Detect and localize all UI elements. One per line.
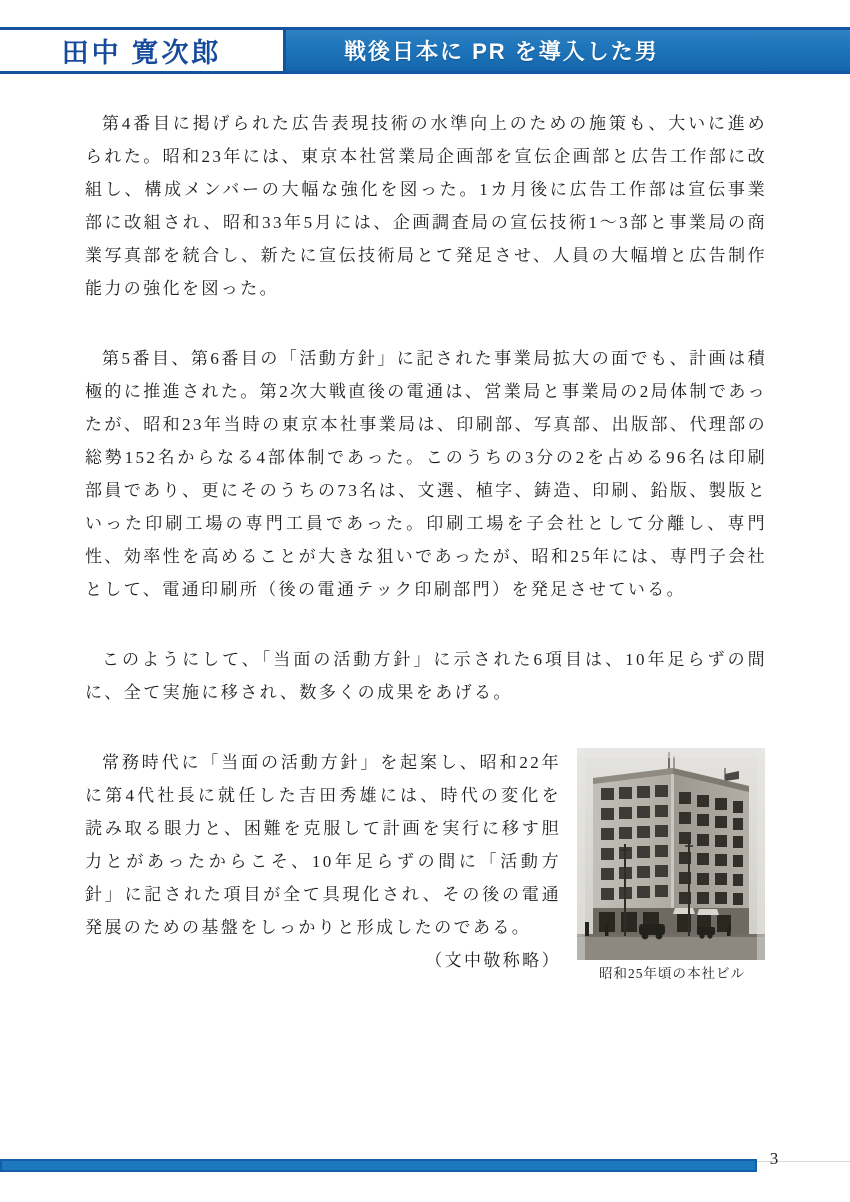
paragraph-4: 常務時代に「当面の活動方針」を起案し、昭和22年に第4代社長に就任した吉田秀雄には、時代の変化を読み取る眼力と、困難を克服して計画を実行に移す胆力とがあったからこそ、10年足らずの間に「活動方針」に記された項目が全て具現化され、その後の電通発展のための基盤をしっかりと形成したのである。 <box>85 753 561 937</box>
photo-caption: 昭和25年頃の本社ビル <box>599 966 745 981</box>
attribution-note: （文中敬称略） <box>425 951 561 970</box>
chapter-title-bar <box>286 27 850 74</box>
building-photo <box>577 748 765 960</box>
footer-bar <box>0 1159 757 1172</box>
author-name: 田中 寛次郎 <box>61 38 222 68</box>
paragraph-2: 第5番目、第6番目の「活動方針」に記された事業局拡大の面でも、計画は積極的に推進された。第2次大戦直後の電通は、営業局と事業局の2局体制であったが、昭和23年当時の東京本社事業局は、印刷部、写真部、出版部、代理部の総勢152名からなる4部体制であった。このうちの3分の2を占める96名は印刷部員であり、更にそのうちの73名は、文選、植字、鋳造、印刷、鉛版、製版といった印刷工場の専門工員であった。印刷工場を子会社として分離し、専門性、効率性を高めることが大きな狙いであったが、昭和25年には、専門子会社として、電通印刷所（後の電通テック印刷部門）を発足させている。 <box>85 349 767 599</box>
author-name-box <box>0 27 286 74</box>
chapter-title: 戦後日本に PR を導入した男 <box>344 39 659 64</box>
page-header <box>0 27 850 74</box>
paragraph-1: 第4番目に掲げられた広告表現技術の水準向上のための施策も、大いに進められた。昭和23年には、東京本社営業局企画部を宣伝企画部と広告工作部に改組し、構成メンバーの大幅な強化を図った。1カ月後に広告工作部は宣伝事業部に改組され、昭和33年5月には、企画調査局の宣伝技術1～3部と事業局の商業写真部を統合し、新たに宣伝技術局とて発足させ、人員の大幅増と広告制作能力の強化を図った。 <box>85 114 767 298</box>
photo-figure <box>577 748 767 982</box>
page-number: 3 <box>769 1149 779 1168</box>
paragraph-3: このようにして、「当面の活動方針」に示された6項目は、10年足らずの間に、全て実施に移され、数多くの成果をあげる。 <box>85 650 767 702</box>
body-text-block <box>85 107 767 988</box>
